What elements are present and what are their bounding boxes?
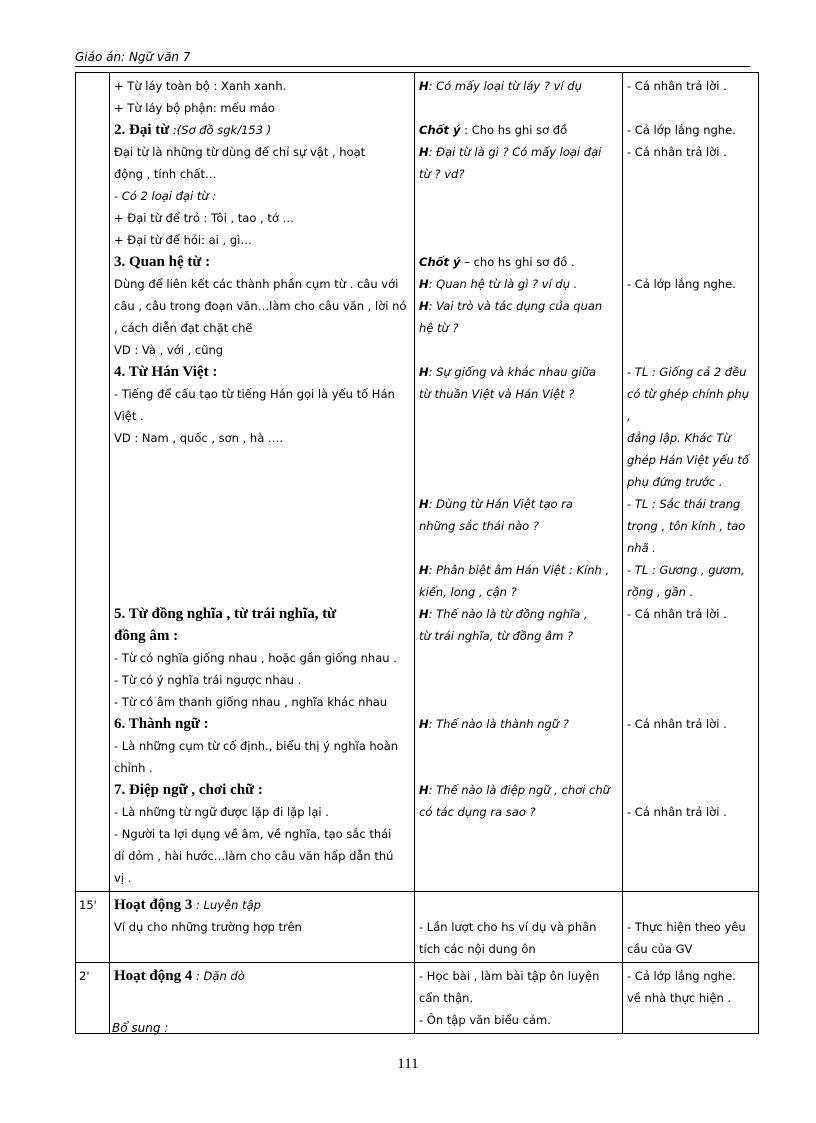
student-activity-cell (623, 963, 759, 1034)
text-line: VD : Và , với , cũng (114, 343, 224, 357)
lesson-table (75, 72, 759, 1034)
text-line: dí dỏm , hài hước…làm cho câu văn hấp dẫn thú (114, 849, 394, 863)
text-line: - Có 2 loại đại từ : (114, 189, 217, 203)
section-heading: 7. Điệp ngữ , chơi chữ : (114, 782, 263, 798)
answer: - TL : Gương , gươm, (627, 563, 745, 577)
question: : Thế nào là thành ngữ ? (428, 717, 569, 731)
question: : Thế nào là điệp ngữ , chơi chữ (428, 783, 610, 797)
answer: - Cả lớp lắng nghe. (627, 969, 736, 983)
section-heading: 5. Từ đồng nghĩa , từ trái nghĩa, từ (114, 606, 337, 622)
question: : Thế nào là từ đồng nghĩa , (428, 607, 588, 621)
text-line: - Từ có ý nghĩa trái ngược nhau . (114, 673, 302, 687)
teacher-activity-cell: H: Có mấy loại từ láy ? ví dụ Chốt ý : Cho hs ghi sơ đồ H: Đại từ là gì ? Có mấy loại đại từ ? vd? Chốt ý – cho hs ghi sơ đồ . H: Quan hệ từ là gì ? ví dụ . H: Vai trò và tác dụng của quan hệ từ ? H: Sự giống và khác nhau giữa từ thuần Việt và Hán Việt ? H: Dùng từ Hán Việt tạo ra những sắc thái nào ? H: Phân biệt âm Hán Việt : Kính , kiến, long , cận ? H: Thế nào là từ đồng nghĩa , từ trái nghĩa, từ đồng âm ? H: Thế nào là thành ngữ ? H: Thế nào là điệp ngữ , chơi chữ có tác dụng ra sao ? (415, 73, 623, 892)
question: : Đại từ là gì ? Có mấy loại đại (428, 145, 602, 159)
answer: trọng , tôn kính , tao (627, 519, 746, 533)
answer: nhã . (627, 541, 656, 555)
table-row (76, 892, 759, 963)
question: : Vai trò và tác dụng của quan (428, 299, 603, 313)
question: : Có mấy loại từ láy ? ví dụ (428, 79, 582, 93)
answer: phụ đứng trước . (627, 475, 723, 489)
section-ref: :(Sơ đồ sgk/153 ) (169, 123, 272, 137)
time-cell (76, 73, 110, 892)
answer: - Thực hiện theo yêu (627, 920, 746, 934)
text-line: động , tính chất… (114, 167, 217, 181)
text-line: - Từ có âm thanh giống nhau , nghĩa khác nhau (114, 695, 388, 709)
instruction: cẩn thận. (419, 991, 474, 1005)
answer: có từ ghép chính phụ , (627, 387, 750, 423)
student-activity-cell (623, 73, 759, 892)
content-cell: Hoạt động 4 : Dặn dò (110, 963, 415, 1034)
section-heading: đồng âm : (114, 628, 179, 644)
text-line: + Từ láy bộ phận: mếu máo (114, 101, 275, 115)
addendum-label: Bổ sung : (112, 1021, 169, 1035)
text-line: Dùng để liên kết các thành phần cụm từ . câu với (114, 277, 399, 291)
text-line: vị . (114, 871, 132, 885)
text-line: - Tiếng để cấu tạo từ tiếng Hán gọi là yếu tố Hán (114, 387, 395, 401)
section-heading: 3. Quan hệ từ : (114, 254, 211, 270)
instruction: – cho hs ghi sơ đồ . (460, 255, 575, 269)
question: từ trái nghĩa, từ đồng âm ? (419, 629, 574, 643)
question: hệ từ ? (419, 321, 459, 335)
answer: - Cá nhân trả lời . (627, 805, 727, 819)
text-line: chỉnh . (114, 761, 153, 775)
question: : Quan hệ từ là gì ? ví dụ . (428, 277, 578, 291)
activity-title: Hoạt động 4 (114, 968, 193, 984)
answer: đẳng lập. Khác Từ (627, 431, 731, 445)
question: có tác dụng ra sao ? (419, 805, 536, 819)
question: : Dùng từ Hán Việt tạo ra (428, 497, 573, 511)
text-line: + Từ láy toàn bộ : Xanh xanh. (114, 79, 287, 93)
text-line: - Từ có nghĩa giống nhau , hoặc gần giống nhau . (114, 651, 397, 665)
question: từ thuần Việt và Hán Việt ? (419, 387, 575, 401)
instruction: : Cho hs ghi sơ đồ (460, 123, 568, 137)
answer: - Cá nhân trả lời . (627, 717, 727, 731)
answer: ghép Hán Việt yếu tố (627, 453, 749, 467)
text-line: câu , câu trong đoạn văn…làm cho câu văn , lời nó (114, 299, 407, 313)
question: từ ? vd? (419, 167, 465, 181)
answer: - Cá nhân trả lời . (627, 145, 727, 159)
time-cell: 2' (76, 963, 110, 1034)
text-line: + Đại từ để trỏ : Tôi , tao , tớ … (114, 211, 295, 225)
answer: cầu của GV (627, 942, 693, 956)
answer: - Cá nhân trả lời . (627, 607, 727, 621)
answer: - Cả lớp lắng nghe. (627, 123, 736, 137)
page-header: Giáo án: Ngữ văn 7 (75, 50, 191, 64)
text-line: - Là những từ ngữ được lặp đi lặp lại . (114, 805, 329, 819)
answer: rồng , gần . (627, 585, 694, 599)
section-heading: 4. Từ Hán Việt : (114, 364, 218, 380)
page-number: 111 (397, 1056, 419, 1072)
instruction: tích các nội dung ôn (419, 942, 536, 956)
text-line: Ví dụ cho những trường hợp trên (114, 920, 302, 934)
answer: về nhà thực hiện . (627, 991, 732, 1005)
answer: - Cả lớp lắng nghe. (627, 277, 736, 291)
table-row (76, 73, 759, 892)
question: : Phân biệt âm Hán Việt : Kính , (428, 563, 610, 577)
question: những sắc thái nào ? (419, 519, 539, 533)
text-line: VD : Nam , quốc , sơn , hà …. (114, 431, 284, 445)
text-line: + Đại từ để hỏi: ai , gì… (114, 233, 252, 247)
activity-title: Hoạt động 3 (114, 897, 193, 913)
teacher-activity-cell (415, 892, 623, 963)
teacher-activity-cell (415, 963, 623, 1034)
text-line: Việt . (114, 409, 144, 423)
instruction: - Ôn tập văn biểu cảm. (419, 1013, 551, 1027)
section-heading: 2. Đại từ (114, 122, 170, 138)
question: kiến, long , cận ? (419, 585, 517, 599)
answer: - TL : Sắc thái trang (627, 497, 741, 511)
table-row (76, 963, 759, 1034)
text-line: , cách diễn đạt chặt chẽ (114, 321, 253, 335)
content-cell (110, 73, 415, 892)
text-line: - Người ta lợi dụng về âm, về nghĩa, tạo sắc thái (114, 827, 392, 841)
section-heading: 6. Thành ngữ : (114, 716, 209, 732)
question: : Sự giống và khác nhau giữa (428, 365, 597, 379)
content-cell: Hoạt động 3 : Luyện tập Ví dụ cho những trường hợp trên (110, 892, 415, 963)
instruction: - Học bài , làm bài tập ôn luyện (419, 969, 600, 983)
answer: - Cá nhân trả lời . (627, 79, 727, 93)
instruction: - Lần lượt cho hs ví dụ và phân (419, 920, 597, 934)
time-cell: 15' (76, 892, 110, 963)
student-activity-cell (623, 892, 759, 963)
text-line: Đại từ là những từ dùng để chỉ sự vật , hoạt (114, 145, 366, 159)
text-line: - Là những cụm từ cố định., biểu thị ý nghĩa hoàn (114, 739, 399, 753)
answer: - TL : Giống cả 2 đều (627, 365, 747, 379)
header-rule (75, 66, 750, 67)
